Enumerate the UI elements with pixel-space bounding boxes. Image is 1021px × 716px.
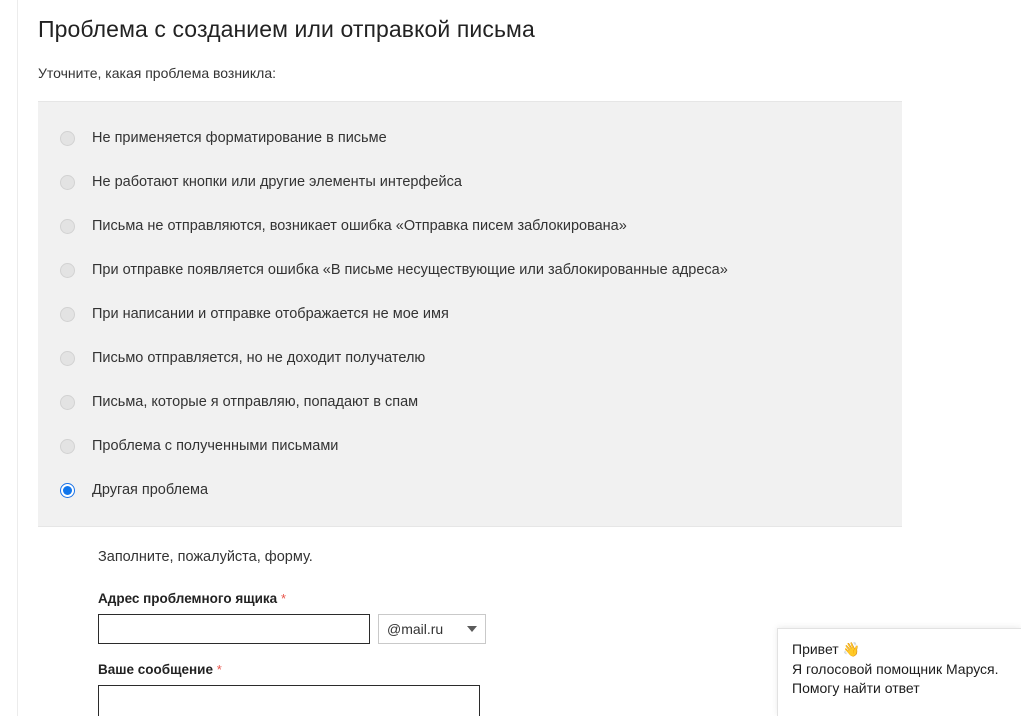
address-field-label-text: Адрес проблемного ящика	[98, 591, 278, 606]
option-label-formatting: Не применяется форматирование в письме	[92, 130, 387, 146]
page-title: Проблема с созданием или отправкой письма	[38, 16, 535, 42]
radio-sending-blocked[interactable]	[60, 219, 75, 234]
address-required-marker: *	[280, 591, 287, 606]
radio-goes-to-spam[interactable]	[60, 395, 75, 410]
problem-details-form	[38, 526, 902, 716]
option-label-invalid-addresses: При отправке появляется ошибка «В письме несуществующие или заблокированные адреса»	[92, 262, 728, 278]
message-required-marker: *	[216, 662, 222, 677]
radio-ui-buttons[interactable]	[60, 175, 75, 190]
option-row-other-problem[interactable]	[38, 468, 902, 512]
radio-not-delivered[interactable]	[60, 351, 75, 366]
option-row-not-delivered[interactable]	[38, 336, 902, 380]
option-label-received-mail: Проблема с полученными письмами	[92, 438, 339, 454]
option-row-goes-to-spam[interactable]	[38, 380, 902, 424]
address-field-label	[98, 591, 902, 606]
message-textarea[interactable]	[98, 685, 480, 716]
assistant-greeting-line	[792, 641, 1007, 658]
option-label-not-delivered: Письмо отправляется, но не доходит получателю	[92, 350, 426, 366]
assistant-line-2: Я голосовой помощник Маруся.	[792, 661, 999, 677]
waving-hand-icon: 👋	[842, 641, 861, 657]
page-content	[38, 0, 1021, 716]
option-row-invalid-addresses[interactable]	[38, 248, 902, 292]
page-left-rail	[0, 0, 18, 716]
option-row-formatting[interactable]	[38, 116, 902, 160]
domain-select-value: @mail.ru	[387, 621, 444, 637]
radio-invalid-addresses[interactable]	[60, 263, 75, 278]
option-label-ui-buttons: Не работают кнопки или другие элементы интерфейса	[92, 174, 462, 190]
address-input[interactable]	[98, 614, 370, 644]
radio-wrong-name[interactable]	[60, 307, 75, 322]
message-field-label-text: Ваше сообщение	[98, 662, 213, 677]
assistant-popup[interactable]	[777, 628, 1021, 716]
form-intro-text: Заполните, пожалуйста, форму.	[98, 549, 313, 565]
page-subtitle: Уточните, какая проблема возникла:	[38, 65, 277, 81]
option-label-sending-blocked: Письма не отправляются, возникает ошибка «Отправка писем заблокирована»	[92, 218, 627, 234]
option-row-received-mail[interactable]	[38, 424, 902, 468]
option-label-wrong-name: При написании и отправке отображается не мое имя	[92, 306, 449, 322]
option-label-goes-to-spam: Письма, которые я отправляю, попадают в спам	[92, 394, 419, 410]
radio-formatting[interactable]	[60, 131, 75, 146]
problem-options-group	[38, 101, 902, 526]
assistant-line-3: Помогу найти ответ	[792, 680, 920, 696]
option-label-other-problem: Другая проблема	[92, 482, 209, 498]
radio-other-problem[interactable]	[60, 483, 75, 498]
radio-received-mail[interactable]	[60, 439, 75, 454]
assistant-greeting-text: Привет	[792, 641, 839, 657]
chevron-down-icon	[467, 626, 477, 632]
option-row-ui-buttons[interactable]	[38, 160, 902, 204]
option-row-wrong-name[interactable]	[38, 292, 902, 336]
domain-select[interactable]	[378, 614, 486, 644]
option-row-sending-blocked[interactable]	[38, 204, 902, 248]
